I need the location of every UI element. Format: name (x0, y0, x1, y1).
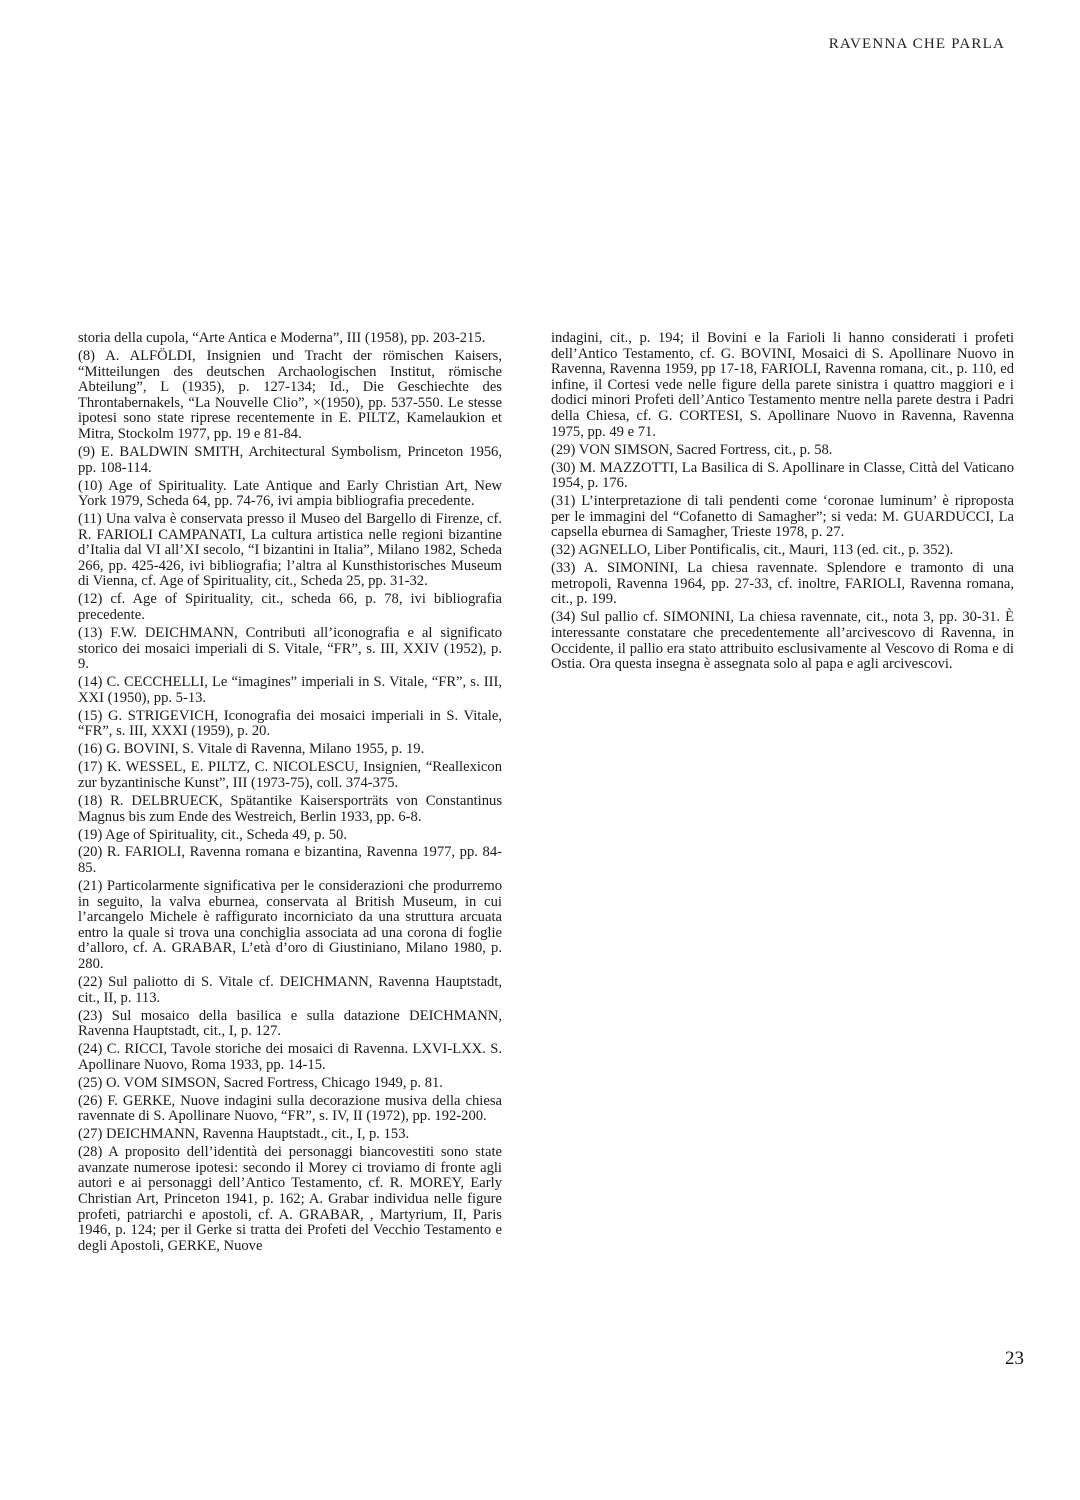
footnote: (20) R. FARIOLI, Ravenna romana e bizantina, Ravenna 1977, pp. 84-85. (78, 844, 502, 877)
notes-column-left (78, 331, 502, 1257)
footnote: (29) VON SIMSON, Sacred Fortress, cit., p. 58. (551, 441, 833, 458)
footnote: (30) M. MAZZOTTI, La Basilica di S. Apollinare in Classe, Città del Vaticano 1954, p. 176. (551, 459, 1014, 492)
footnote: (11) Una valva è conservata presso il Museo del Bargello di Firenze, cf. R. FARIOLI CAMPANATI, La cultura artistica nelle regioni bizantine d’Italia dal VI all’XI secolo, “I bizantini in Italia”, Milano 1982, Scheda 266, pp. 425-426, ivi bibliografia; l’altra al Kunsthistorisches Museum di Vienna, cf. Age of Spirituality, cit., Scheda 25, pp. 31-32. (78, 511, 502, 590)
page-number: 23 (1005, 1348, 1024, 1369)
footnote: (33) A. SIMONINI, La chiesa ravennate. Splendore e tramonto di una metropoli, Ravenna 1964, pp. 27-33, cf. inoltre, FARIOLI, Ravenna romana, cit., p. 199. (551, 560, 1014, 608)
running-head: RAVENNA CHE PARLA (828, 36, 1005, 52)
footnote: (24) C. RICCI, Tavole storiche dei mosaici di Ravenna. LXVI-LXX. S. Apollinare Nuovo, Roma 1933, pp. 14-15. (78, 1041, 502, 1073)
footnote: storia della cupola, “Arte Antica e Moderna”, III (1958), pp. 203-215. (78, 330, 486, 346)
footnote: (14) C. CECCHELLI, Le “imagines” imperiali in S. Vitale, “FR”, s. III, XXI (1950), pp. 5-13. (78, 674, 502, 706)
notes-column-right (551, 331, 1014, 675)
footnote: (22) Sul paliotto di S. Vitale cf. DEICHMANN, Ravenna Hauptstadt, cit., II, p. 113. (78, 974, 502, 1006)
footnote: (32) AGNELLO, Liber Pontificalis, cit., Mauri, 113 (ed. cit., p. 352). (551, 542, 954, 559)
footnote: indagini, cit., p. 194; il Bovini e la Farioli li hanno considerati i profeti dell’Antico Testamento, cf. G. BOVINI, Mosaici di S. Apollinare Nuovo in Ravenna, Ravenna 1959, pp 17-18, FARIOLI, Ravenna romana, cit., p. 110, ed infine, il Cortesi vede nelle figure della parete sinistra i quattro maggiori e i dodici minori Profeti dell’Antico Testamento mentre nella parete destra i Padri della Chiesa, cf. G. CORTESI, S. Apollinare Nuovo in Ravenna, Ravenna 1975, pp. 49 e 71. (551, 330, 1014, 440)
footnote: (17) K. WESSEL, E. PILTZ, C. NICOLESCU, Insignien, “Reallexicon zur byzantinische Kunst”, III (1973-75), coll. 374-375. (78, 759, 502, 791)
footnote: (13) F.W. DEICHMANN, Contributi all’iconografia e al significato storico dei mosaici imperiali di S. Vitale, “FR”, s. III, XXIV (1952), p. 9. (78, 625, 502, 673)
footnote: (16) G. BOVINI, S. Vitale di Ravenna, Milano 1955, p. 19. (78, 741, 425, 758)
footnote: (9) E. BALDWIN SMITH, Architectural Symbolism, Princeton 1956, pp. 108-114. (78, 443, 502, 476)
footnote: (8) A. ALFÖLDI, Insignien und Tracht der römischen Kaisers, “Mitteilungen des deutschen Archaologischen Institut, römische Abteilung”, L (1935), p. 127-134; Id., Die Geschiechte des Throntabernakels, “La Nouvelle Clio”, ×(1950), pp. 537-550. Le stesse ipotesi sono state riprese recentemente in E. PILTZ, Kamelaukion et Mitra, Stockolm 1977, pp. 19 e 81-84. (78, 347, 502, 442)
footnote: (10) Age of Spirituality. Late Antique and Early Christian Art, New York 1979, Scheda 64, pp. 74-76, ivi ampia bibliografia precedente. (78, 477, 502, 510)
footnote: (25) O. VOM SIMSON, Sacred Fortress, Chicago 1949, p. 81. (78, 1074, 443, 1091)
footnote: (28) A proposito dell’identità dei personaggi biancovestiti sono state avanzate numerose ipotesi: secondo il Morey ci troviamo di fronte agli autori e ai personaggi dell’Antico Testamento, cf. R. MOREY, Early Christian Art, Princeton 1941, p. 162; A. Grabar individua nelle figure profeti, patriarchi e apostoli, cf. A. GRABAR, , Martyrium, II, Paris 1946, p. 124; per il Gerke si tratta dei Profeti del Vecchio Testamento e degli Apostoli, GERKE, Nuove (78, 1144, 502, 1254)
footnote: (34) Sul pallio cf. SIMONINI, La chiesa ravennate, cit., nota 3, pp. 30-31. È interessante constatare che precedentemente all’arcivescovo di Ravenna, in Occidente, il pallio era stato attribuito esclusivamente al Vescovo di Roma e di Ostia. Ora questa insegna è assegnata solo al papa e agli arcivescovi. (551, 609, 1014, 673)
footnote: (12) cf. Age of Spirituality, cit., scheda 66, p. 78, ivi bibliografia precedente. (78, 591, 502, 624)
footnote: (21) Particolarmente significativa per le considerazioni che produrremo in seguito, la valva eburnea, conservata al British Museum, in cui l’arcangelo Michele è raffigurato incorniciato da una struttura arcuata entro la quale si trova una conchiglia associata ad una corona di foglie d’alloro, cf. A. GRABAR, L’età d’oro di Giustiniano, Milano 1980, p. 280. (78, 878, 502, 973)
footnote: (15) G. STRIGEVICH, Iconografia dei mosaici imperiali in S. Vitale, “FR”, s. III, XXXI (1959), p. 20. (78, 707, 502, 740)
footnote: (26) F. GERKE, Nuove indagini sulla decorazione musiva della chiesa ravennate di S. Apollinare Nuovo, “FR”, s. IV, II (1972), pp. 192-200. (78, 1092, 502, 1125)
footnote: (18) R. DELBRUECK, Spätantike Kaisersporträts von Constantinus Magnus bis zum Ende des Westreich, Berlin 1933, pp. 6-8. (78, 792, 502, 825)
footnote: (23) Sul mosaico della basilica e sulla datazione DEICHMANN, Ravenna Hauptstadt, cit., I, p. 127. (78, 1007, 502, 1040)
footnote: (31) L’interpretazione di tali pendenti come ‘coronae luminum’ è riproposta per le immagini del “Cofanetto di Samagher”; si veda: M. GUARDUCCI, La capsella eburnea di Samagher, Trieste 1978, p. 27. (551, 493, 1014, 541)
footnote: (19) Age of Spirituality, cit., Scheda 49, p. 50. (78, 826, 347, 843)
footnote: (27) DEICHMANN, Ravenna Hauptstadt., cit., I, p. 153. (78, 1126, 410, 1143)
